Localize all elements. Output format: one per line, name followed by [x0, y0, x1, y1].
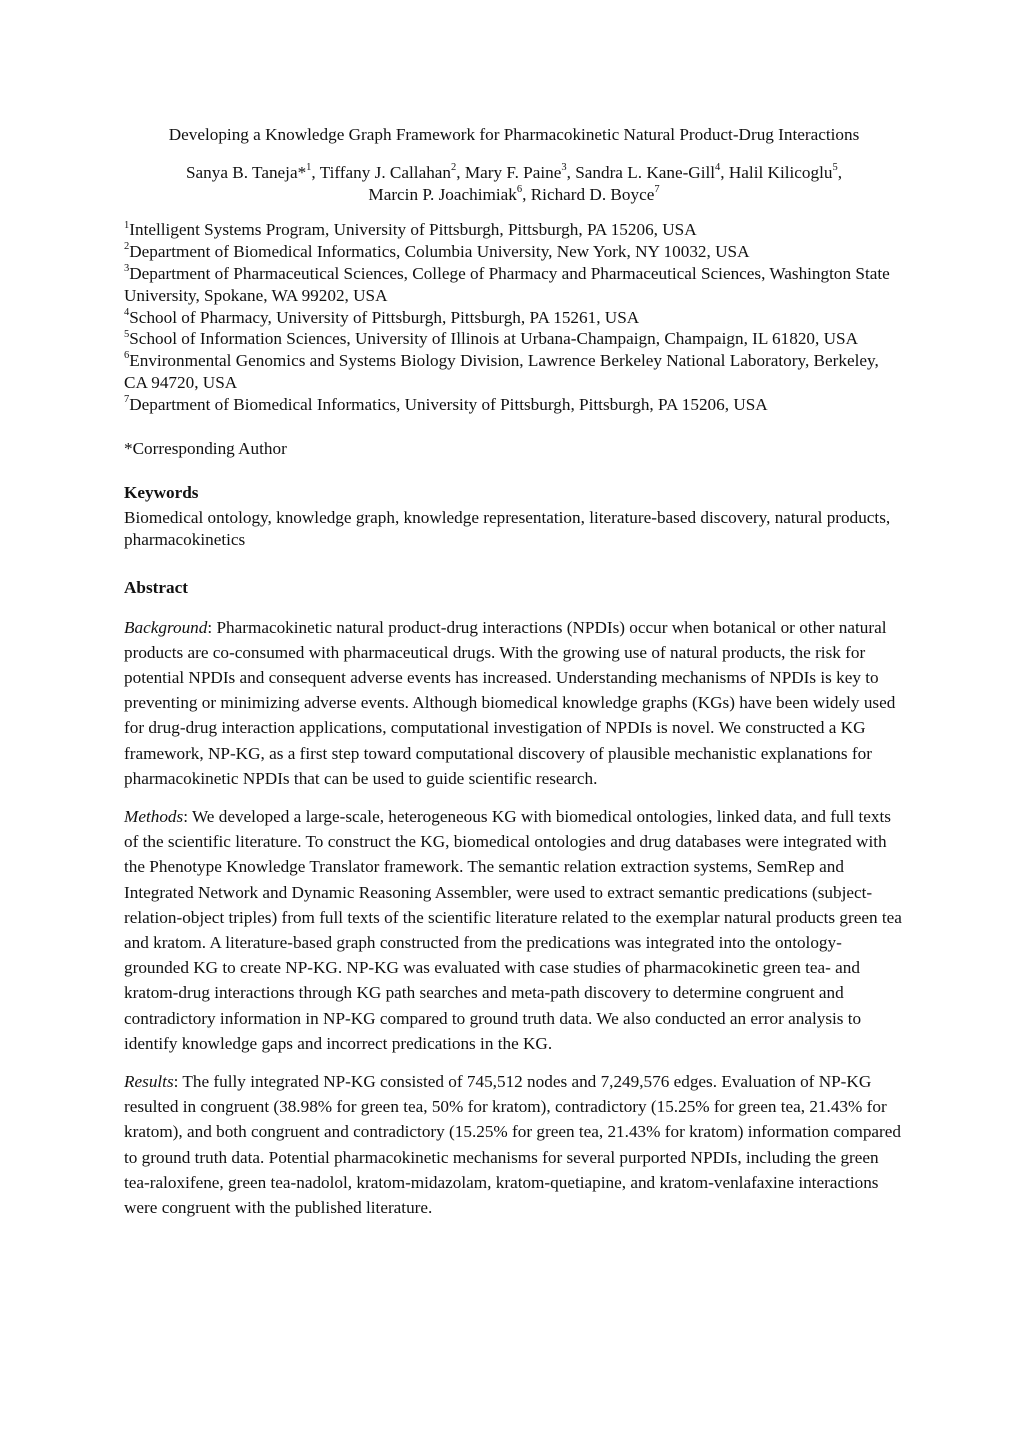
- author-separator: ,: [837, 162, 843, 182]
- abstract-methods: [124, 804, 904, 1056]
- author-separator: ,: [456, 162, 465, 182]
- author-line: [124, 184, 904, 206]
- affiliation: [124, 328, 904, 350]
- affiliation-number: 4: [124, 306, 130, 318]
- affiliation-number: 5: [124, 328, 130, 340]
- paper-content: [124, 124, 904, 1233]
- author-affiliation-mark: 5: [832, 162, 838, 174]
- affiliation: [124, 263, 904, 307]
- affiliation: [124, 350, 904, 394]
- affiliation-number: 3: [124, 263, 130, 275]
- author-affiliation-mark: 2: [451, 162, 457, 174]
- section-label: Methods: [124, 806, 184, 826]
- affiliation-text: Intelligent Systems Program, University of Pittsburgh, Pittsburgh, PA 15206, USA: [129, 220, 697, 240]
- author-separator: ,: [566, 162, 576, 182]
- author-name: Halil Kilicoglu: [728, 162, 833, 182]
- author-separator: ,: [311, 162, 320, 182]
- keywords-text: Biomedical ontology, knowledge graph, knowledge representation, literature-based discovery, natural products, pharmacokinetics: [124, 508, 891, 549]
- author-affiliation-mark: 3: [561, 162, 567, 174]
- affiliation-number: 7: [124, 394, 130, 406]
- section-text: : Pharmacokinetic natural product-drug interactions (NPDIs) occur when botanical or other natural products are co-consumed with pharmaceutical drugs. With the growing use of natural products, the risk for potential NPDIs and consequent adverse events has increased. Understanding mechanisms of NPDIs is key to preventing or minimizing adverse events. Although biomedical knowledge graphs (KGs) have been widely used for drug-drug interaction applications, computational investigation of NPDIs is novel. We constructed a KG framework, NP-KG, as a first step toward computational discovery of plausible mechanistic explanations for pharmacokinetic NPDIs that can be used to guide scientific research.: [124, 617, 896, 788]
- section-text: : The fully integrated NP-KG consisted of 745,512 nodes and 7,249,576 edges. Evaluation of NP-KG resulted in congruent (38.98% for green tea, 50% for kratom), contradictory (15.25% for green tea, 21.43% for kratom), and both congruent and contradictory (15.25% for green tea, 21.43% for kratom) information compared to ground truth data. Potential pharmacokinetic mechanisms for several purported NPDIs, including the green tea-raloxifene, green tea-nadolol, kratom-midazolam, kratom-quetiapine, and kratom-venlafaxine interactions were congruent with the published literature.: [124, 1072, 901, 1218]
- author-affiliation-mark: 7: [654, 183, 660, 195]
- section-label: Results: [124, 1072, 174, 1091]
- author-name: Marcin P. Joachimiak: [368, 184, 517, 204]
- affiliation-number: 6: [124, 350, 130, 362]
- affiliation: [124, 219, 904, 241]
- section-label: Background: [124, 617, 208, 637]
- affiliation: [124, 241, 904, 263]
- affiliation-list: [124, 219, 904, 415]
- keywords-heading: Keywords: [124, 483, 199, 503]
- author-name: Mary F. Paine: [464, 162, 562, 182]
- author-name: Richard D. Boyce: [530, 184, 655, 204]
- author-separator: ,: [522, 184, 531, 204]
- affiliation: [124, 307, 904, 329]
- section-text: : We developed a large-scale, heterogeneous KG with biomedical ontologies, linked data, and full texts of the scientific literature. To construct the KG, biomedical ontologies and drug databases were integrated with the Phenotype Knowledge Translator framework. The semantic relation extraction systems, SemRep and Integrated Network and Dynamic Reasoning Assembler, were used to extract semantic predications (subject-relation-object triples) from full texts of the scientific literature related to the exemplar natural products green tea and kratom. A literature-based graph constructed from the predications was integrated into the ontology-grounded KG to create NP-KG. NP-KG was evaluated with case studies of pharmacokinetic green tea- and kratom-drug interactions through KG path searches and meta-path discovery to determine congruent and contradictory information in NP-KG compared to ground truth data. We also conducted an error analysis to identify knowledge gaps and incorrect predications in the KG.: [124, 806, 902, 1053]
- abstract-heading: Abstract: [124, 577, 188, 597]
- affiliation-text: Department of Biomedical Informatics, Columbia University, New York, NY 10032, USA: [129, 242, 750, 262]
- affiliation-text: School of Information Sciences, University of Illinois at Urbana-Champaign, Champaign, IL 61820, USA: [129, 329, 858, 349]
- author-separator: ,: [720, 162, 729, 182]
- affiliation-text: Environmental Genomics and Systems Biology Division, Lawrence Berkeley National Laboratory, Berkeley, CA 94720, USA: [124, 351, 879, 392]
- corresponding-author-note: *Corresponding Author: [124, 438, 287, 458]
- abstract-results: [124, 1069, 904, 1220]
- abstract-background: [124, 615, 904, 791]
- author-name: Sandra L. Kane-Gill: [575, 162, 716, 182]
- author-list: [124, 162, 904, 206]
- affiliation-number: 2: [124, 241, 130, 253]
- author-line: [124, 162, 904, 184]
- affiliation-text: Department of Pharmaceutical Sciences, College of Pharmacy and Pharmaceutical Sciences, Washington State University, Spokane, WA 99202, USA: [124, 263, 890, 305]
- author-affiliation-mark: 6: [516, 183, 523, 195]
- affiliation-text: School of Pharmacy, University of Pittsburgh, Pittsburgh, PA 15261, USA: [129, 307, 640, 327]
- author-name: Sanya B. Taneja*: [185, 162, 307, 182]
- author-name: Tiffany J. Callahan: [319, 162, 452, 182]
- author-affiliation-mark: 1: [306, 162, 312, 174]
- affiliation-text: Department of Biomedical Informatics, University of Pittsburgh, Pittsburgh, PA 15206, USA: [129, 394, 768, 414]
- affiliation: [124, 394, 904, 416]
- paper-title: Developing a Knowledge Graph Framework for Pharmacokinetic Natural Product-Drug Interactions: [168, 125, 860, 144]
- author-affiliation-mark: 4: [715, 162, 721, 174]
- affiliation-number: 1: [124, 219, 130, 231]
